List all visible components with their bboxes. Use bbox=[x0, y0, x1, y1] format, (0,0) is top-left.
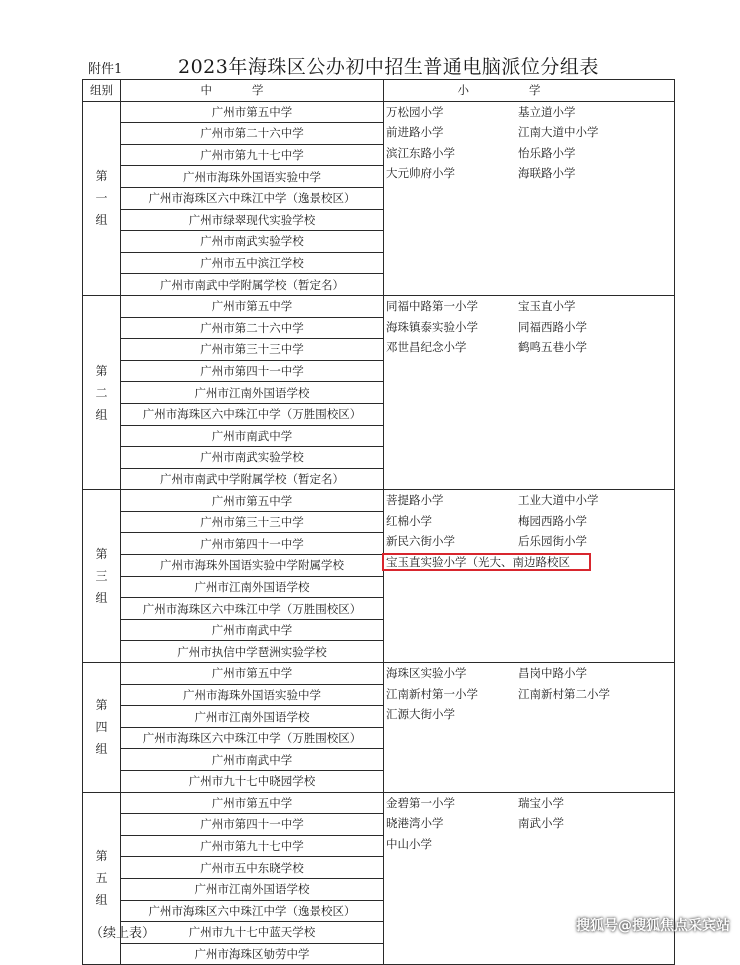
table-row bbox=[83, 490, 675, 512]
group-name: 第五组 bbox=[95, 849, 108, 908]
primary-school-name: 同福西路小学 bbox=[518, 319, 587, 334]
middle-school-cell: 广州市第五中学 bbox=[121, 101, 384, 123]
primary-school-name: 江南新村第二小学 bbox=[518, 686, 610, 701]
middle-school-cell: 广州市绿翠现代实验学校 bbox=[121, 209, 384, 231]
highlight-box bbox=[382, 553, 591, 571]
watermark: 搜狐号@搜狐焦点采宾站 bbox=[576, 918, 730, 934]
primary-school-row bbox=[384, 834, 674, 855]
group-label bbox=[83, 295, 121, 489]
primary-school-row bbox=[384, 663, 674, 684]
middle-school-cell: 广州市海珠区六中珠江中学（万胜围校区） bbox=[121, 598, 384, 620]
table-row bbox=[83, 663, 675, 685]
primary-school-row bbox=[384, 684, 674, 705]
middle-school-cell: 广州市海珠区六中珠江中学（逸景校区） bbox=[121, 900, 384, 922]
table-row bbox=[83, 295, 675, 317]
middle-school-cell: 广州市第四十一中学 bbox=[121, 533, 384, 555]
primary-school-name: 瑞宝小学 bbox=[518, 795, 564, 810]
primary-school-cell bbox=[384, 490, 675, 663]
primary-school-name: 基立道小学 bbox=[518, 104, 576, 119]
table-header-row bbox=[83, 80, 675, 102]
header-middle: 中学 bbox=[121, 80, 384, 102]
page-title: 2023年海珠区公办初中招生普通电脑派位分组表 bbox=[178, 56, 599, 78]
primary-school-name: 梅园西路小学 bbox=[518, 513, 587, 528]
primary-school-row bbox=[384, 793, 674, 814]
primary-school-name: 鹤鸣五巷小学 bbox=[518, 340, 587, 355]
middle-school-cell: 广州市南武中学附属学校（暂定名） bbox=[121, 274, 384, 296]
middle-school-cell: 广州市第九十七中学 bbox=[121, 144, 384, 166]
middle-school-cell: 广州市海珠区六中珠江中学（逸景校区） bbox=[121, 187, 384, 209]
primary-school-row bbox=[384, 531, 674, 552]
primary-school-name: 海珠区实验小学 bbox=[386, 666, 467, 681]
middle-school-cell: 广州市江南外国语学校 bbox=[121, 576, 384, 598]
primary-school-name: 同福中路第一小学 bbox=[386, 298, 478, 313]
middle-school-cell: 广州市南武中学附属学校（暂定名） bbox=[121, 468, 384, 490]
middle-school-cell: 广州市海珠外国语实验中学 bbox=[121, 684, 384, 706]
primary-school-name: 南武小学 bbox=[518, 816, 564, 831]
group-name: 第二组 bbox=[95, 363, 108, 422]
primary-school-row bbox=[384, 163, 674, 184]
middle-school-cell: 广州市江南外国语学校 bbox=[121, 878, 384, 900]
primary-school-cell bbox=[384, 101, 675, 295]
table-body bbox=[83, 101, 675, 965]
primary-school-cell bbox=[384, 295, 675, 489]
middle-school-cell: 广州市第三十三中学 bbox=[121, 511, 384, 533]
primary-school-name: 菩提路小学 bbox=[386, 493, 444, 508]
primary-school-name: 昌岗中路小学 bbox=[518, 666, 587, 681]
primary-school-row bbox=[384, 122, 674, 143]
middle-school-cell: 广州市南武中学 bbox=[121, 749, 384, 771]
primary-school-row bbox=[384, 317, 674, 338]
primary-school-name: 红棉小学 bbox=[386, 513, 432, 528]
primary-school-row bbox=[384, 511, 674, 532]
middle-school-cell: 广州市第五中学 bbox=[121, 490, 384, 512]
group-label bbox=[83, 101, 121, 295]
primary-school-name: 江南新村第一小学 bbox=[386, 686, 478, 701]
middle-school-cell: 广州市第五中学 bbox=[121, 792, 384, 814]
middle-school-cell: 广州市第三十三中学 bbox=[121, 339, 384, 361]
middle-school-cell: 广州市海珠外国语实验中学附属学校 bbox=[121, 555, 384, 577]
middle-school-cell: 广州市江南外国语学校 bbox=[121, 706, 384, 728]
primary-school-name: 江南大道中小学 bbox=[518, 125, 599, 140]
header-group: 组别 bbox=[83, 80, 121, 102]
primary-school-name: 中山小学 bbox=[386, 836, 432, 851]
primary-school-name: 邓世昌纪念小学 bbox=[386, 340, 467, 355]
middle-school-cell: 广州市海珠区劬劳中学 bbox=[121, 943, 384, 965]
middle-school-cell: 广州市海珠区六中珠江中学（万胜围校区） bbox=[121, 727, 384, 749]
middle-school-cell: 广州市执信中学琶洲实验学校 bbox=[121, 641, 384, 663]
group-name: 第一组 bbox=[95, 169, 108, 228]
primary-school-name: 海联路小学 bbox=[518, 166, 576, 181]
middle-school-cell: 广州市南武中学 bbox=[121, 619, 384, 641]
primary-school-name: 万松园小学 bbox=[386, 104, 444, 119]
primary-school-name: 前进路小学 bbox=[386, 125, 444, 140]
middle-school-cell: 广州市南武中学 bbox=[121, 425, 384, 447]
primary-school-name: 晓港湾小学 bbox=[386, 816, 444, 831]
primary-school-name: 大元帅府小学 bbox=[386, 166, 455, 181]
group-name: 第三组 bbox=[95, 547, 108, 606]
primary-school-name: 滨江东路小学 bbox=[386, 145, 455, 160]
primary-school-name: 新民六街小学 bbox=[386, 534, 455, 549]
middle-school-cell: 广州市第四十一中学 bbox=[121, 360, 384, 382]
primary-school-name: 宝玉直小学 bbox=[518, 298, 576, 313]
primary-school-name: 工业大道中小学 bbox=[518, 493, 599, 508]
continued-note: （续上表） bbox=[90, 926, 156, 941]
primary-school-row bbox=[384, 704, 674, 725]
primary-school-name: 怡乐路小学 bbox=[518, 145, 576, 160]
middle-school-cell: 广州市九十七中蓝天学校 bbox=[121, 922, 384, 944]
middle-school-cell: 广州市南武实验学校 bbox=[121, 231, 384, 253]
primary-school-name: 金碧第一小学 bbox=[386, 795, 455, 810]
primary-school-row bbox=[384, 337, 674, 358]
primary-school-row bbox=[384, 813, 674, 834]
middle-school-cell: 广州市江南外国语学校 bbox=[121, 382, 384, 404]
primary-school-cell bbox=[384, 792, 675, 965]
middle-school-cell: 广州市第九十七中学 bbox=[121, 835, 384, 857]
group-label bbox=[83, 490, 121, 663]
middle-school-cell: 广州市海珠区六中珠江中学（万胜围校区） bbox=[121, 403, 384, 425]
primary-school-name: 宝玉直实验小学（光大、南边路校区 bbox=[386, 555, 570, 570]
middle-school-cell: 广州市五中滨江学校 bbox=[121, 252, 384, 274]
group-table bbox=[82, 79, 675, 965]
middle-school-cell: 广州市第五中学 bbox=[121, 295, 384, 317]
middle-school-cell: 广州市第四十一中学 bbox=[121, 814, 384, 836]
table-row bbox=[83, 101, 675, 123]
middle-school-cell: 广州市海珠外国语实验中学 bbox=[121, 166, 384, 188]
primary-school-name: 海珠镇泰实验小学 bbox=[386, 319, 478, 334]
table-row bbox=[83, 792, 675, 814]
middle-school-cell: 广州市五中东晓学校 bbox=[121, 857, 384, 879]
middle-school-cell: 广州市第二十六中学 bbox=[121, 317, 384, 339]
middle-school-cell: 广州市第五中学 bbox=[121, 663, 384, 685]
header-primary: 小学 bbox=[384, 80, 675, 102]
group-label bbox=[83, 663, 121, 793]
primary-school-row bbox=[384, 490, 674, 511]
middle-school-cell: 广州市第二十六中学 bbox=[121, 123, 384, 145]
primary-school-name: 后乐园街小学 bbox=[518, 534, 587, 549]
middle-school-cell: 广州市九十七中晓园学校 bbox=[121, 771, 384, 793]
primary-school-name: 汇源大街小学 bbox=[386, 707, 455, 722]
primary-school-row bbox=[384, 143, 674, 164]
primary-school-cell bbox=[384, 663, 675, 793]
primary-school-row bbox=[384, 102, 674, 123]
middle-school-cell: 广州市南武实验学校 bbox=[121, 447, 384, 469]
primary-school-row bbox=[384, 296, 674, 317]
attachment-label: 附件1 bbox=[88, 62, 123, 77]
group-name: 第四组 bbox=[95, 698, 108, 757]
primary-school-row bbox=[384, 552, 674, 573]
